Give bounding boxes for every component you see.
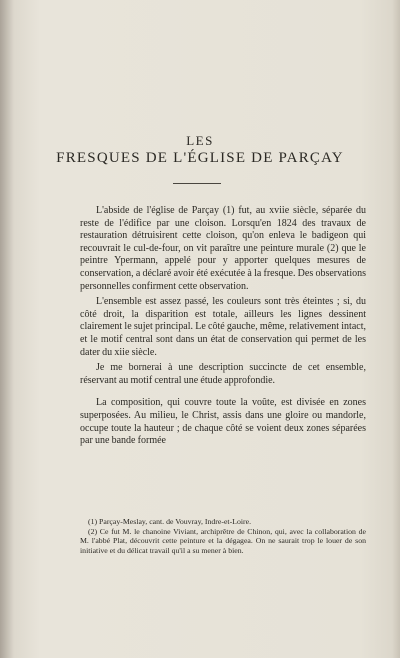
footnotes: [80, 517, 366, 555]
footnote: (1) Parçay-Meslay, cant. de Vouvray, Indre-et-Loire.: [88, 517, 252, 526]
paragraph: L'abside de l'église de Parçay (1) fut, au xviie siècle, séparée du reste de l'édifice par une cloison. Lorsqu'en 1824 des travaux de restauration détruisirent cette cloison, qu'on enleva le badigeon qui recouvrait le cul-de-four, on vit paraître une peinture murale (2) que le peintre Ypermann, appelé pour y apporter quelques mesures de conservation, a déclaré avoir été exécutée à la fresque. Des observations personnelles confirment cette observation.: [80, 205, 366, 292]
paragraph: Je me bornerai à une description succincte de cet ensemble, réservant au motif central une étude approfondie.: [80, 362, 366, 386]
title-line-1: LES: [186, 133, 214, 148]
title-divider: [173, 183, 221, 184]
paragraph: La composition, qui couvre toute la voûte, est divisée en zones superposées. Au milieu, le Christ, assis dans une gloire ou mandorle, occupe toute la hauteur ; de chaque côté se voient deux zones séparées par une bande formée: [80, 397, 366, 447]
paragraph: L'ensemble est assez passé, les couleurs sont très éteintes ; si, du côté droit, la disparition est totale, ailleurs les lignes dessinent clairement le sujet principal. Le côté gauche, même, relativement intact, et le motif central sont dans un état de conservation qui permet de les dater du xiie siècle.: [80, 296, 366, 358]
page-title: FRESQUES DE L'ÉGLISE DE PARÇAY: [56, 150, 344, 166]
footnote: (2) Ce fut M. le chanoine Viviant, archiprêtre de Chinon, qui, avec la collaboration de M. l'abbé Plat, découvrit cette peinture et la dégagea. On ne saurait trop le louer de son initiative et du délicat travail qu'il a su mener à bien.: [80, 526, 366, 555]
body-text: [80, 205, 366, 451]
